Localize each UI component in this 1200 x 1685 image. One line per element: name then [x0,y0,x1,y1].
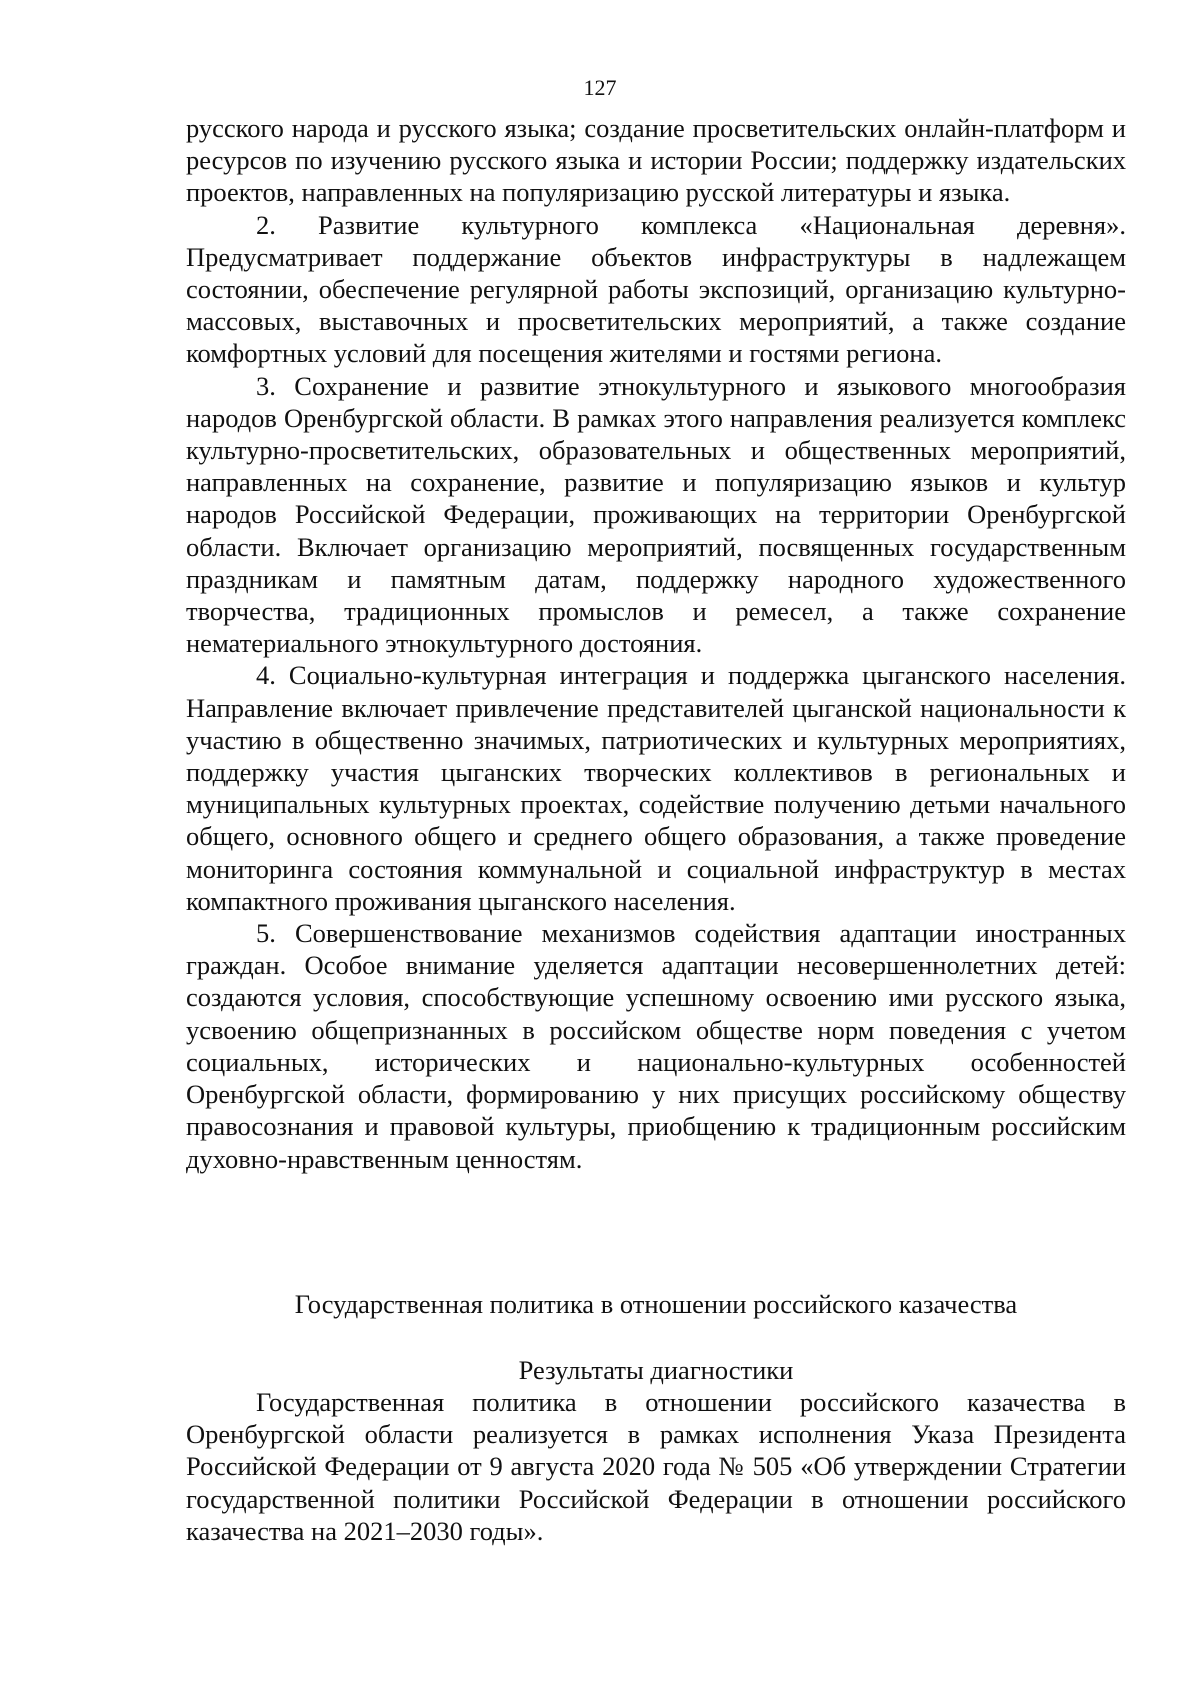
paragraph-item-2: 2. Развитие культурного комплекса «Национальная деревня». Предусматривает поддержание объектов инфраструктуры в надлежащем состоянии, обеспечение регулярной работы экспозиций, организацию культурно-массовых, выставочных и просветительских мероприятий, а также создание комфортных условий для посещения жителями и гостями региона. [186,209,1126,369]
body-text-top [186,112,1126,1175]
page-number: 127 [583,75,617,100]
paragraph-item-4: 4. Социально-культурная интеграция и поддержка цыганского населения. Направление включает привлечение представителей цыганской национальности к участию в общественно значимых, патриотических и культурных мероприятиях, поддержку участия цыганских творческих коллективов в региональных и муниципальных культурных проектах, содействие получению детьми начального общего, основного общего и среднего общего образования, а также проведение мониторинга состояния коммунальной и социальной инфраструктур в местах компактного проживания цыганского населения. [186,660,1126,916]
paragraph-continuation: русского народа и русского языка; создание просветительских онлайн-платформ и ресурсов по изучению русского языка и истории России; поддержку издательских проектов, направленных на популяризацию русской литературы и языка. [186,113,1126,208]
section-heading: Государственная политика в отношении российского казачества [294,1289,1018,1319]
paragraph-cossack-policy: Государственная политика в отношении российского казачества в Оренбургской области реализуется в рамках исполнения Указа Президента Российской Федерации от 9 августа 2020 года № 505 «Об утверждении Стратегии государственной политики Российской Федерации в отношении российского казачества на 2021–2030 годы». [186,1387,1126,1546]
body-text-bottom [186,1386,1126,1547]
paragraph-item-3: 3. Сохранение и развитие этнокультурного и языкового многообразия народов Оренбургской области. В рамках этого направления реализуется комплекс культурно-просветительских, образовательных и общественных мероприятий, направленных на сохранение, развитие и популяризацию языков и культур народов Российской Федерации, проживающих на территории Оренбургской области. Включает организацию мероприятий, посвященных государственным праздникам и памятным датам, поддержку народного художественного творчества, традиционных промыслов и ремесел, а также сохранение нематериального этнокультурного достояния. [186,370,1126,659]
subsection-heading: Результаты диагностики [518,1355,794,1385]
paragraph-item-5: 5. Совершенствование механизмов содействия адаптации иностранных граждан. Особое внимание уделяется адаптации несовершеннолетних детей: создаются условия, способствующие успешному освоению ими русского языка, усвоению общепризнанных в российском обществе норм поведения с учетом социальных, исторических и национально-культурных особенностей Оренбургской области, формированию у них присущих российскому обществу правосознания и правовой культуры, приобщению к традиционным российским духовно-нравственным ценностям. [186,918,1126,1174]
